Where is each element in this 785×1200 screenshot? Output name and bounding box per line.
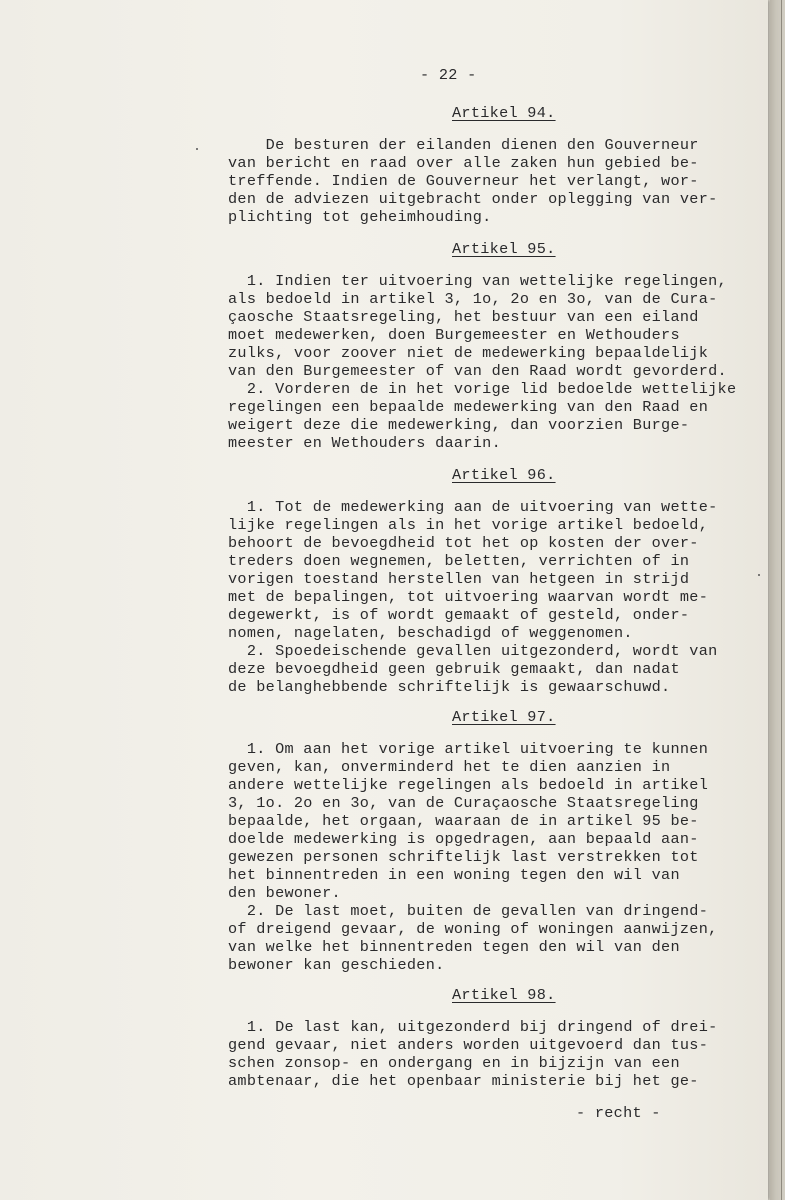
text-line: den de adviezen uitgebracht onder oplegging van ver- bbox=[228, 190, 718, 208]
text-line: degewerkt, is of wordt gemaakt of gesteld, onder- bbox=[228, 606, 690, 624]
text-line: deze bevoegdheid geen gebruik gemaakt, dan nadat bbox=[228, 660, 680, 678]
page-edge-shadow bbox=[770, 0, 785, 1200]
text-line: of dreigend gevaar, de woning of woningen aanwijzen, bbox=[228, 920, 718, 938]
text-line: regelingen een bepaalde medewerking van den Raad en bbox=[228, 398, 709, 416]
text-line: andere wettelijke regelingen als bedoeld in artikel bbox=[228, 776, 709, 794]
text-line: 1. Om aan het vorige artikel uitvoering te kunnen bbox=[228, 740, 709, 758]
text-line: De besturen der eilanden dienen den Gouverneur bbox=[228, 136, 699, 154]
text-line: doelde medewerking is opgedragen, aan bepaald aan- bbox=[228, 830, 699, 848]
article-heading: Artikel 95. bbox=[452, 240, 556, 258]
text-line: 3, 1o. 2o en 3o, van de Curaçaosche Staatsregeling bbox=[228, 794, 699, 812]
article-heading: Artikel 98. bbox=[452, 986, 556, 1004]
text-line: 1. Tot de medewerking aan de uitvoering van wette- bbox=[228, 498, 718, 516]
page-number: - 22 - bbox=[420, 66, 477, 84]
text-line: van welke het binnentreden tegen den wil van den bbox=[228, 938, 680, 956]
text-line: treders doen wegnemen, beletten, verrichten of in bbox=[228, 552, 690, 570]
text-line: zulks, voor zoover niet de medewerking bepaaldelijk bbox=[228, 344, 709, 362]
text-line: meester en Wethouders daarin. bbox=[228, 434, 502, 452]
text-line: bepaalde, het orgaan, waaraan de in artikel 95 be- bbox=[228, 812, 699, 830]
text-line: behoort de bevoegdheid tot het op kosten der over- bbox=[228, 534, 699, 552]
margin-mark bbox=[758, 574, 760, 576]
article-heading: Artikel 97. bbox=[452, 708, 556, 726]
text-line: gewezen personen schriftelijk last verstrekken tot bbox=[228, 848, 699, 866]
text-line: den bewoner. bbox=[228, 884, 341, 902]
text-line: van den Burgemeester of van den Raad wordt gevorderd. bbox=[228, 362, 727, 380]
text-line: de belanghebbende schriftelijk is gewaarschuwd. bbox=[228, 678, 671, 696]
article-heading: Artikel 94. bbox=[452, 104, 556, 122]
text-line: schen zonsop- en ondergang en in bijzijn van een bbox=[228, 1054, 680, 1072]
margin-mark bbox=[196, 148, 198, 150]
text-line: van bericht en raad over alle zaken hun gebied be- bbox=[228, 154, 699, 172]
article-heading: Artikel 96. bbox=[452, 466, 556, 484]
text-line: çaosche Staatsregeling, het bestuur van een eiland bbox=[228, 308, 699, 326]
text-line: plichting tot geheimhouding. bbox=[228, 208, 492, 226]
text-line: lijke regelingen als in het vorige artikel bedoeld, bbox=[228, 516, 709, 534]
text-line: 2. De last moet, buiten de gevallen van dringend- bbox=[228, 902, 709, 920]
text-line: 1. Indien ter uitvoering van wettelijke regelingen, bbox=[228, 272, 727, 290]
text-line: treffende. Indien de Gouverneur het verlangt, wor- bbox=[228, 172, 699, 190]
text-line: met de bepalingen, tot uitvoering waarvan wordt me- bbox=[228, 588, 709, 606]
text-line: als bedoeld in artikel 3, 1o, 2o en 3o, van de Cura- bbox=[228, 290, 718, 308]
text-line: geven, kan, onverminderd het te dien aanzien in bbox=[228, 758, 671, 776]
text-line: het binnentreden in een woning tegen den wil van bbox=[228, 866, 680, 884]
text-line: vorigen toestand herstellen van hetgeen in strijd bbox=[228, 570, 690, 588]
text-line: 2. Spoedeischende gevallen uitgezonderd, wordt van bbox=[228, 642, 718, 660]
text-line: 1. De last kan, uitgezonderd bij dringend of drei- bbox=[228, 1018, 718, 1036]
text-line: weigert deze die medewerking, dan voorzien Burge- bbox=[228, 416, 690, 434]
text-line: nomen, nagelaten, beschadigd of weggenomen. bbox=[228, 624, 633, 642]
text-line: moet medewerken, doen Burgemeester en Wethouders bbox=[228, 326, 680, 344]
text-line: bewoner kan geschieden. bbox=[228, 956, 445, 974]
catchword: - recht - bbox=[576, 1104, 661, 1122]
text-line: 2. Vorderen de in het vorige lid bedoelde wettelijke bbox=[228, 380, 737, 398]
text-line: ambtenaar, die het openbaar ministerie bij het ge- bbox=[228, 1072, 699, 1090]
page-edge-line bbox=[781, 0, 782, 1200]
text-line: gend gevaar, niet anders worden uitgevoerd dan tus- bbox=[228, 1036, 709, 1054]
